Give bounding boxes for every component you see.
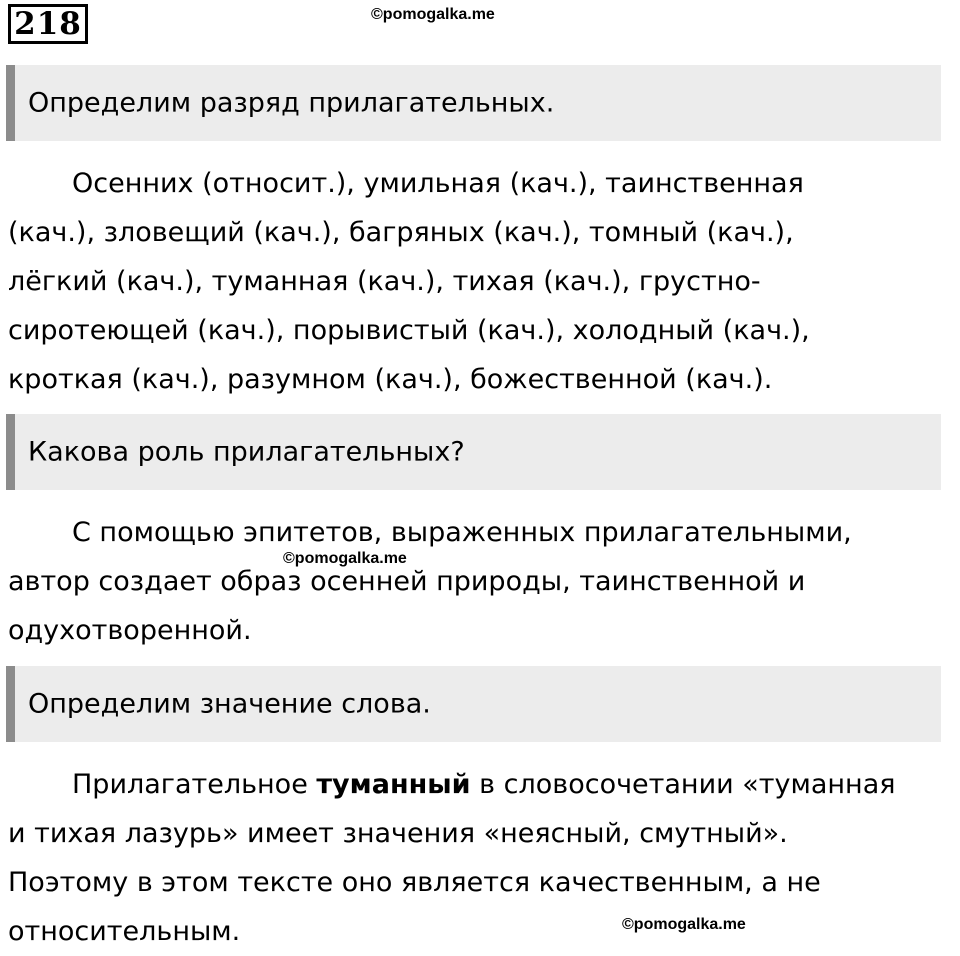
paragraph-line: автор создает образ осенней природы, таинственной и xyxy=(8,566,806,597)
paragraph-line: Осенних (относит.), умильная (кач.), таинственная xyxy=(72,168,804,199)
adjective-category-paragraph xyxy=(8,159,810,404)
paragraph-line: одухотворенной. xyxy=(8,615,252,646)
paragraph-line xyxy=(8,760,896,809)
section-heading-bar xyxy=(6,666,941,742)
adjective-role-paragraph xyxy=(8,508,852,655)
section-heading: Определим значение слова. xyxy=(28,688,431,720)
paragraph-line: (кач.), зловещий (кач.), багряных (кач.), томный (кач.), xyxy=(8,217,794,248)
section-heading: Какова роль прилагательных? xyxy=(28,436,465,468)
watermark-bottom: ©pomogalka.me xyxy=(622,916,746,933)
text-after-bold: в словосочетании «туманная xyxy=(470,769,896,800)
section-heading: Определим разряд прилагательных. xyxy=(28,87,555,119)
task-number-box: 218 xyxy=(8,4,88,44)
text-before-bold: Прилагательное xyxy=(72,769,317,800)
watermark-middle: ©pomogalka.me xyxy=(283,550,407,567)
paragraph-line: лёгкий (кач.), туманная (кач.), тихая (кач.), грустно- xyxy=(8,266,761,297)
paragraph-line: и тихая лазурь» имеет значения «неясный, смутный». xyxy=(8,818,788,849)
paragraph-line: С помощью эпитетов, выраженных прилагательными, xyxy=(72,517,852,548)
word-meaning-paragraph xyxy=(8,760,896,956)
paragraph-line: сиротеющей (кач.), порывистый (кач.), холодный (кач.), xyxy=(8,315,810,346)
paragraph-line: кроткая (кач.), разумном (кач.), божественной (кач.). xyxy=(8,364,773,395)
bold-word: туманный xyxy=(316,769,471,800)
section-heading-bar xyxy=(6,65,941,141)
section-heading-bar xyxy=(6,414,941,490)
paragraph-line: Поэтому в этом тексте оно является качественным, а не xyxy=(8,867,821,898)
paragraph-line: относительным. xyxy=(8,916,241,947)
watermark-top: ©pomogalka.me xyxy=(371,6,495,23)
